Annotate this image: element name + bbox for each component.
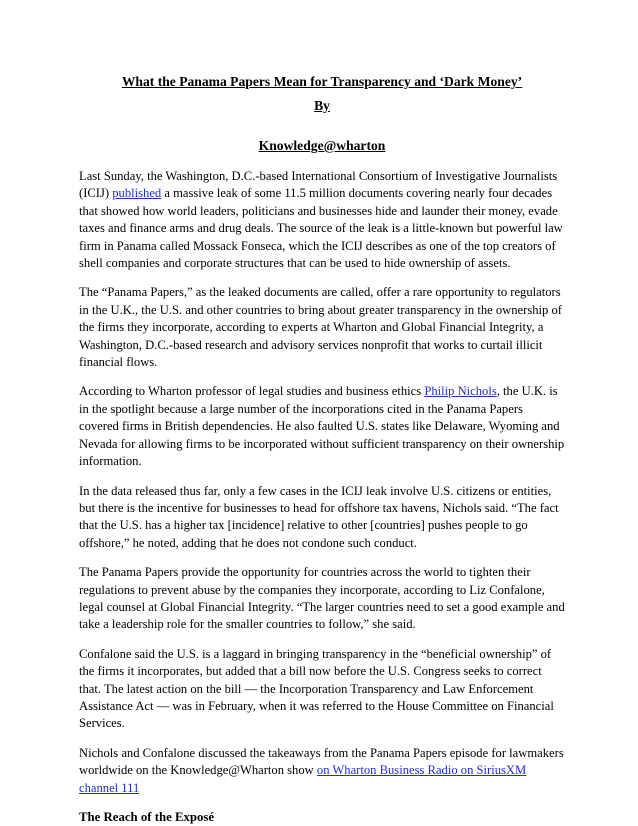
paragraph-1-text-b: a massive leak of some 11.5 million documents covering nearly four decades that showed how world leaders, politicians and businesses hide and launder their money, evade taxes and finance arms and drug deals. The source of the leak is a little-known but powerful law firm in Panama called Mossack Fonseca, which the ICIJ describes as one of the top creators of shell companies and corporate structures that can be used to hide ownership of assets. bbox=[79, 186, 563, 271]
author-name: Knowledge@wharton bbox=[258, 138, 386, 153]
document-page bbox=[79, 74, 565, 826]
paragraph-1 bbox=[79, 168, 565, 272]
paragraph-3-text-a: According to Wharton professor of legal studies and business ethics bbox=[79, 384, 425, 399]
byline-label: By bbox=[314, 98, 330, 113]
article-title: What the Panama Papers Mean for Transparency and ‘Dark Money’ bbox=[121, 74, 523, 89]
philip-nichols-link[interactable]: Philip Nichols bbox=[424, 384, 497, 399]
paragraph-7-text-a: Nichols and Confalone discussed the takeaways from the Panama Papers episode for lawmakers worldwide on the Knowledge@Wharton show bbox=[79, 745, 564, 778]
paragraph-3-text-b: , the U.K. is in the spotlight because a large number of the incorporations cited in the Panama Papers covered firms in British dependencies. He also faulted U.S. states like Delaware, Wyoming and Nevada for allowing firms to be incorporated without sufficient transparency on their ownership information. bbox=[79, 384, 565, 469]
section-heading: The Reach of the Exposé bbox=[79, 810, 215, 824]
paragraph-6: Confalone said the U.S. is a laggard in bringing transparency in the “beneficial ownership” of the firms it incorporates, but added that a bill now before the U.S. Congress seeks to correct that. The latest action on the bill — the Incorporation Transparency and Law Enforcement Assistance Act — was in February, when it was referred to the House Committee on Financial Services. bbox=[79, 646, 554, 731]
paragraph-5: The Panama Papers provide the opportunity for countries across the world to tighten their regulations to prevent abuse by the companies they incorporate, according to Liz Confalone, legal counsel at Global Financial Integrity. “The larger countries need to set a good example and take a leadership role for the smaller countries to follow,” she said. bbox=[79, 565, 565, 632]
paragraph-3 bbox=[79, 383, 565, 470]
paragraph-4: In the data released thus far, only a few cases in the ICIJ leak involve U.S. citizens or entities, but there is the incentive for businesses to head for offshore tax havens, Nichols said. “The fact that the U.S. has a higher tax [incidence] relative to other [countries] pushes people to go offshore,” he noted, adding that he does not condone such conduct. bbox=[79, 483, 559, 550]
paragraph-2: The “Panama Papers,” as the leaked documents are called, offer a rare opportunity to regulators in the U.K., the U.S. and other countries to bring about greater transparency in the ownership of the firms they incorporate, according to experts at Wharton and Global Financial Integrity, a Washington, D.C.-based research and advisory services nonprofit that works to curtail illicit financial flows. bbox=[79, 285, 562, 370]
paragraph-1-text-a: Last Sunday, the Washington, D.C.-based International Consortium of Investigative Journalists (ICIJ) bbox=[79, 169, 558, 201]
published-link[interactable]: published bbox=[112, 186, 162, 201]
paragraph-7 bbox=[79, 745, 565, 797]
wharton-radio-link[interactable]: on Wharton Business Radio on SiriusXM channel 111 bbox=[79, 763, 527, 795]
